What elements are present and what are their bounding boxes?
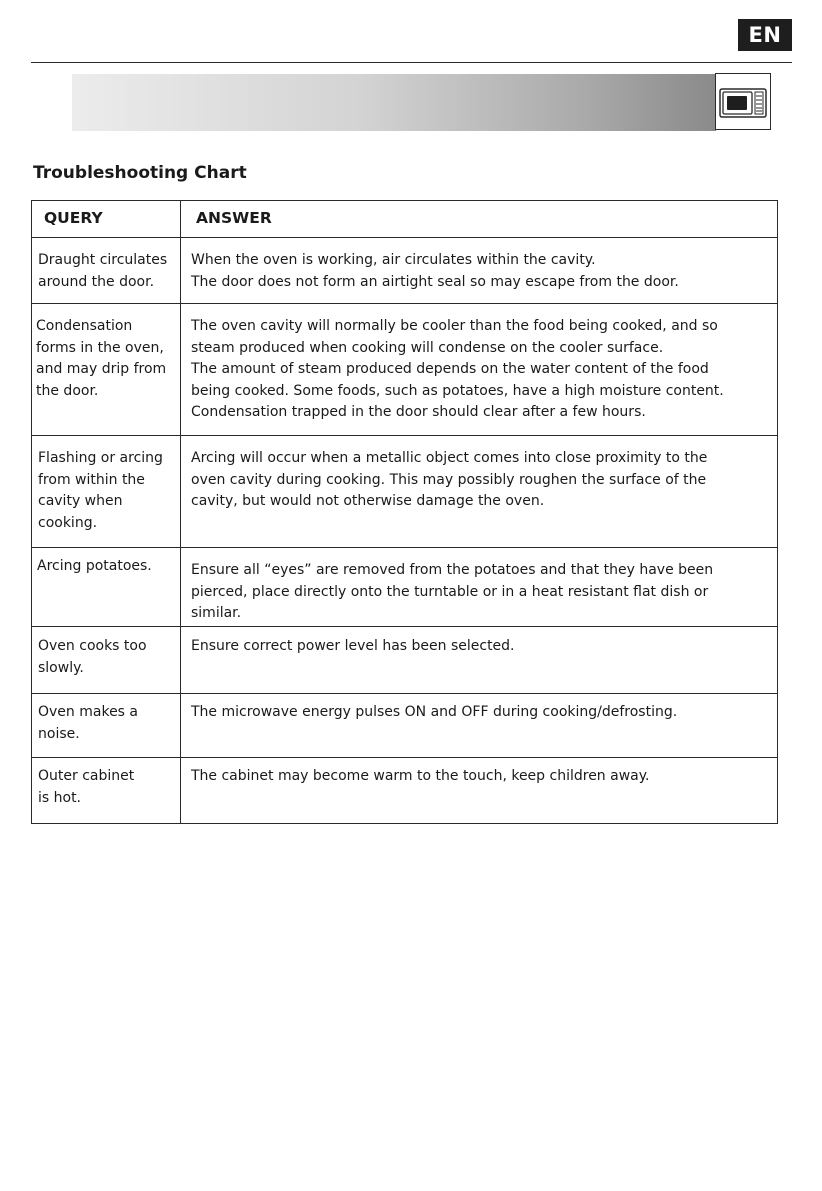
microwave-icon-box [715, 73, 771, 130]
table-row [32, 627, 778, 694]
header-divider [31, 62, 792, 63]
troubleshooting-table [31, 200, 778, 824]
query-cell: Condensation forms in the oven, and may drip from the door. [32, 304, 181, 436]
answer-cell: Ensure all “eyes” are removed from the potatoes and that they have been pierced, place directly onto the turntable or in a heat resistant flat dish or similar. [181, 548, 778, 627]
answer-cell: The microwave energy pulses ON and OFF during cooking/defrosting. [181, 694, 778, 758]
table-row [32, 548, 778, 627]
microwave-icon [716, 74, 770, 129]
table-header-row [32, 201, 778, 238]
language-badge: EN [738, 19, 792, 51]
answer-cell: The cabinet may become warm to the touch, keep children away. [181, 758, 778, 824]
answer-cell: Ensure correct power level has been selected. [181, 627, 778, 694]
table-row [32, 694, 778, 758]
answer-cell: Arcing will occur when a metallic object comes into close proximity to the oven cavity during cooking. This may possibly roughen the surface of the cavity, but would not otherwise damage the oven. [181, 436, 778, 548]
section-title: Troubleshooting Chart [33, 163, 247, 183]
table-row [32, 238, 778, 304]
query-cell: Flashing or arcing from within the cavity when cooking. [32, 436, 181, 548]
query-cell: Oven makes a noise. [32, 694, 181, 758]
table-row [32, 758, 778, 824]
answer-cell: When the oven is working, air circulates within the cavity. The door does not form an airtight seal so may escape from the door. [181, 238, 778, 304]
answer-column-header: ANSWER [181, 201, 778, 238]
query-cell: Draught circulates around the door. [32, 238, 181, 304]
query-cell: Outer cabinet is hot. [32, 758, 181, 824]
table-row [32, 436, 778, 548]
answer-cell: The oven cavity will normally be cooler than the food being cooked, and so steam produced when cooking will condense on the cooler surface. The amount of steam produced depends on the water content of the food being cooked. Some foods, such as potatoes, have a high moisture content. Condensation trapped in the door should clear after a few hours. [181, 304, 778, 436]
query-cell: Oven cooks too slowly. [32, 627, 181, 694]
section-banner [72, 74, 716, 131]
query-cell: Arcing potatoes. [32, 548, 181, 627]
query-column-header: QUERY [32, 201, 181, 238]
table-row [32, 304, 778, 436]
